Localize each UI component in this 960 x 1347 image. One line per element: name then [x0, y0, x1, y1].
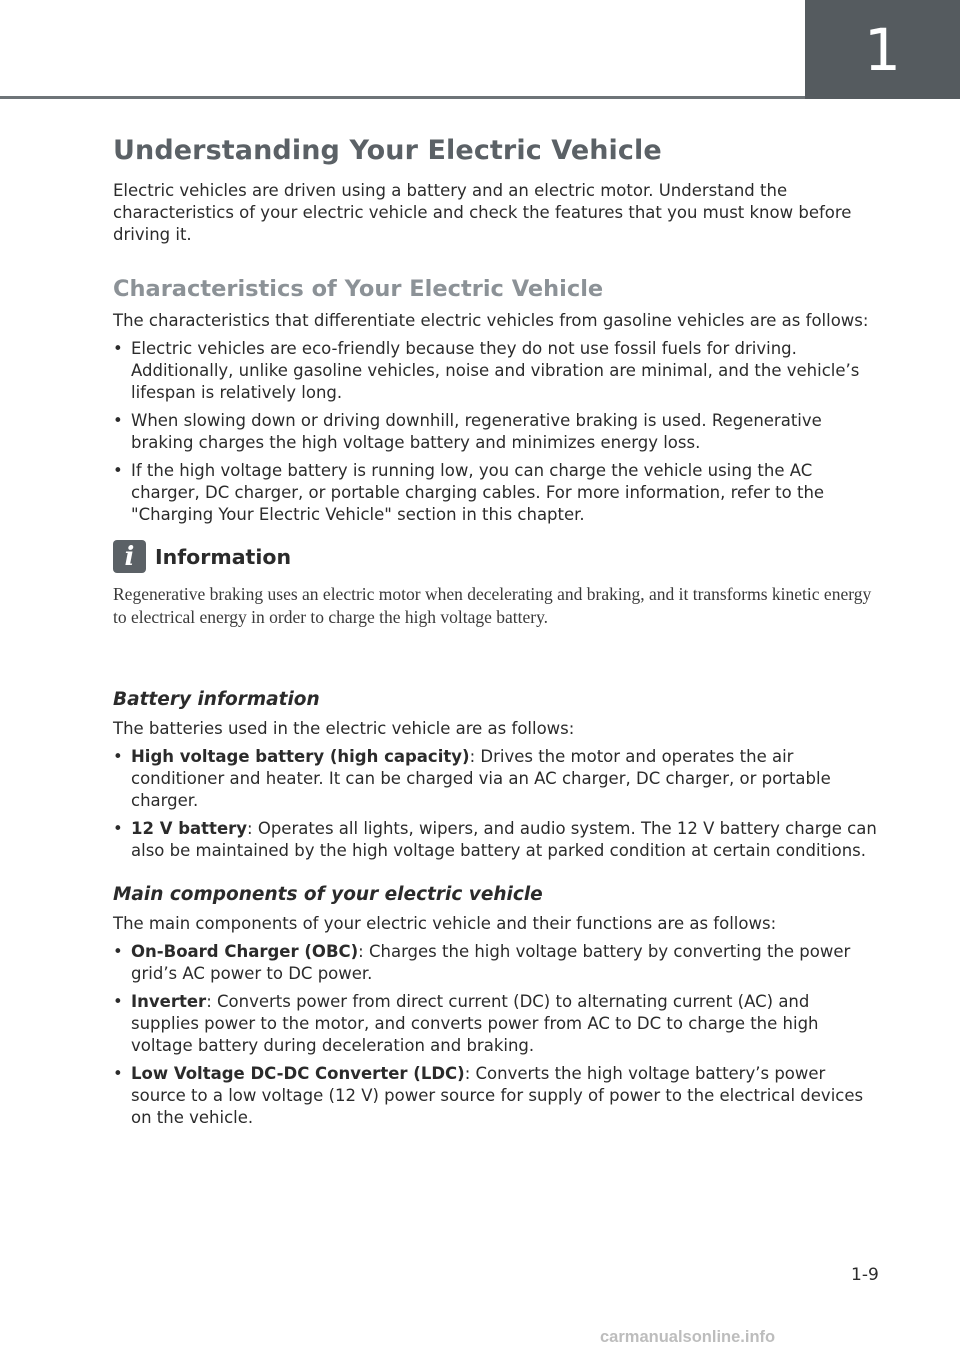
page-number: 1-9	[851, 1265, 879, 1285]
bullet-icon: •	[113, 747, 123, 766]
list-item: • Electric vehicles are eco-friendly because they do not use fossil fuels for driving. Additionally, unlike gasoline vehicles, noise and vibration are minimal, and the vehicle’s lifespan is relatively long.	[113, 339, 860, 402]
info-icon: i	[113, 540, 146, 573]
information-header	[113, 540, 881, 573]
characteristics-intro: The characteristics that differentiate electric vehicles from gasoline vehicles are as follows:	[113, 311, 869, 330]
bullet-icon: •	[113, 339, 123, 358]
battery-heading: Battery information	[113, 689, 320, 710]
information-title: Information	[155, 544, 292, 569]
list-item: • 12 V battery: Operates all lights, wipers, and audio system. The 12 V battery charge can also be maintained by the high voltage battery at parked condition at certain conditions.	[113, 819, 877, 860]
information-body: Regenerative braking uses an electric motor when decelerating and braking, and it transforms kinetic energy to electrical energy in order to charge the high voltage battery.	[113, 584, 872, 627]
list-item: • When slowing down or driving downhill, regenerative braking is used. Regenerative braking charges the high voltage battery and minimizes energy loss.	[113, 411, 822, 452]
list-item: • Low Voltage DC-DC Converter (LDC): Converts the high voltage battery’s power source to a low voltage (12 V) power source for supply of power to the electrical devices on the vehicle.	[113, 1064, 864, 1127]
bullet-icon: •	[113, 461, 123, 480]
intro-paragraph: Electric vehicles are driven using a battery and an electric motor. Understand the characteristics of your electric vehicle and check the features that you must know before driving it.	[113, 181, 852, 244]
components-list	[113, 941, 881, 1129]
term: 12 V battery	[131, 819, 248, 838]
list-item: • High voltage battery (high capacity): Drives the motor and operates the air conditioner and heater. It can be charged via an AC charger, DC charger, or portable charger.	[113, 747, 831, 810]
characteristics-list	[113, 338, 881, 526]
bullet-icon: •	[113, 1064, 123, 1083]
components-intro: The main components of your electric vehicle and their functions are as follows:	[113, 914, 777, 933]
page-title: Understanding Your Electric Vehicle	[113, 135, 662, 166]
term: High voltage battery (high capacity)	[131, 747, 470, 766]
header-rule	[0, 96, 808, 99]
components-heading: Main components of your electric vehicle	[113, 884, 543, 905]
bullet-icon: •	[113, 942, 123, 961]
battery-list	[113, 746, 881, 862]
characteristics-heading: Characteristics of Your Electric Vehicle	[113, 276, 604, 302]
term: On-Board Charger (OBC)	[131, 942, 359, 961]
chapter-tab: 1	[805, 0, 960, 99]
term: Inverter	[131, 992, 207, 1011]
list-item: • Inverter: Converts power from direct current (DC) to alternating current (AC) and supplies power to the motor, and converts power from AC to DC to charge the high voltage battery during deceleration and braking.	[113, 992, 819, 1055]
bullet-icon: •	[113, 411, 123, 430]
list-item: • On-Board Charger (OBC): Charges the high voltage battery by converting the power grid’s AC power to DC power.	[113, 942, 851, 983]
list-item: • If the high voltage battery is running low, you can charge the vehicle using the AC charger, DC charger, or portable charging cables. For more information, refer to the "Charging Your Electric Vehicle" section in this chapter.	[113, 461, 825, 524]
page-content	[113, 135, 881, 1135]
battery-intro: The batteries used in the electric vehicle are as follows:	[113, 719, 575, 738]
watermark: carmanualsonline.info	[600, 1328, 776, 1346]
bullet-icon: •	[113, 819, 123, 838]
bullet-icon: •	[113, 992, 123, 1011]
term: Low Voltage DC-DC Converter (LDC)	[131, 1064, 465, 1083]
